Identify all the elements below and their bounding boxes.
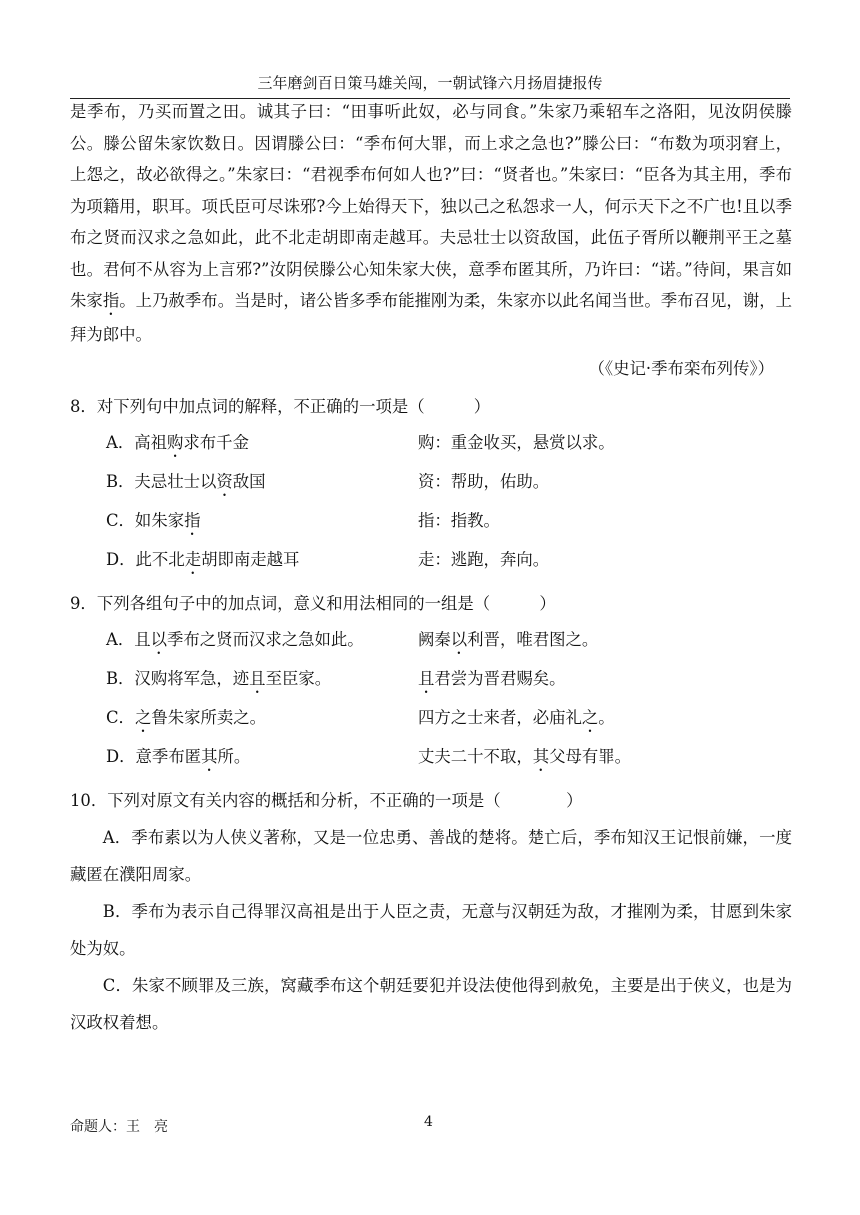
dotted-word: 之: [581, 707, 599, 727]
question-10-option-a: A．季布素以为人侠义著称，又是一位忠勇、善战的楚将。楚亡后，季布知汉王记恨前嫌，一度藏匿在濮阳周家。: [70, 827, 792, 884]
dotted-word: 走: [184, 549, 202, 569]
option-text: D．此不北: [106, 549, 185, 569]
dotted-word: 购: [167, 432, 184, 452]
option-sentence-right: [418, 743, 792, 775]
passage-source: （《史记·季布栾布列传》）: [588, 358, 774, 378]
option-sentence: [70, 468, 418, 500]
option-sentence-right: [418, 665, 792, 697]
page-content: [70, 96, 792, 1041]
footer-author: 命题人：王 亮: [70, 1119, 168, 1135]
dotted-word: 以: [150, 629, 168, 649]
option-explanation: 指：指教。: [418, 510, 500, 530]
question-9-option: [70, 739, 792, 778]
option-sentence-left: [70, 665, 418, 697]
passage-paragraph: [70, 96, 792, 351]
option-text: 。: [598, 707, 615, 727]
option-text: C．: [106, 707, 135, 727]
option-text: B．汉购将军急，迹: [106, 668, 250, 688]
dotted-word: 以: [450, 629, 468, 649]
header-title: 三年磨剑百日策马雄关闯，一朝试锋六月扬眉捷报传: [257, 74, 603, 92]
question-9-option: [70, 661, 792, 700]
page-number: 4: [424, 1114, 433, 1130]
option-explanation: 资：帮助，佑助。: [418, 471, 550, 491]
question-8-option: [70, 425, 792, 464]
option-text: 季布之贤而汉求之急如此。: [167, 629, 364, 649]
question-9-option: [70, 622, 792, 661]
dotted-word: 指: [184, 510, 201, 530]
option-text: 所。: [217, 746, 251, 766]
passage-text: 是季布，乃买而置之田。诚其子曰：“田事听此奴，必与同食。”朱家乃乘轺车之洛阳，见汝阴侯滕公。滕公留朱家饮数日。因谓滕公曰：“季布何大罪，而上求之急也?”滕公曰：“布数为项羽窘上，上怨之，故必欲得之。”朱家曰：“君视季布何如人也?”曰：“贤者也。”朱家曰：“臣各为其主用，季布为项籍用，职耳。项氏臣可尽诛邪?今上始得天下，独以己之私怨求一人，何示天下之不广也!且以季布之贤而汉求之急如此，此不北走胡即南走越耳。夫忌壮士以资敌国，此伍子胥所以鞭荆平王之墓也。君何不从容为上言邪?”汝阴侯滕公心知朱家大侠，意季布匿其所，乃许曰：“诺。”待间，果言如朱家: [70, 102, 792, 310]
option-explanation: 走：逃跑，奔向。: [418, 549, 550, 569]
option-text: B．夫忌壮士以: [106, 471, 217, 491]
option-text: 敌国: [232, 471, 266, 491]
dotted-word: 其: [532, 746, 550, 766]
option-text: 求布千金: [183, 432, 249, 452]
option-text: 君尝为晋君赐矣。: [434, 668, 566, 688]
option-text: 鲁朱家所卖之。: [151, 707, 267, 727]
question-8-stem: 8．对下列句中加点词的解释，不正确的一项是（ ）: [70, 396, 491, 416]
option-text: 利晋，唯君图之。: [467, 629, 599, 649]
option-sentence-left: [70, 626, 418, 658]
option-sentence-right: [418, 704, 792, 736]
option-explanation: 购：重金收买，悬赏以求。: [418, 432, 615, 452]
page-header: [70, 72, 790, 99]
question-10-option-c: C．朱家不顾罪及三族，窝藏季布这个朝廷要犯并设法使他得到赦免，主要是出于侠义，也是为汉政权着想。: [70, 975, 792, 1032]
option-text: A．高祖: [106, 432, 168, 452]
option-text: 至臣家。: [265, 668, 332, 688]
passage-text-end: 。上乃赦季布。当是时，诸公皆多季布能摧刚为柔，朱家亦以此名闻当世。季布召见，谢，上拜为郎中。: [70, 291, 793, 344]
option-sentence: [70, 546, 418, 578]
question-9-option: [70, 700, 792, 739]
question-8-option: [70, 464, 792, 503]
option-text: 胡即南走越耳: [201, 549, 300, 569]
question-10-stem: 10．下列对原文有关内容的概括和分析，不正确的一项是（ ）: [70, 790, 583, 810]
dotted-word: 且: [249, 668, 266, 688]
option-sentence-right: [418, 626, 792, 658]
option-text: 阙秦: [418, 629, 451, 649]
option-sentence-left: [70, 743, 418, 775]
dotted-word: 资: [216, 471, 233, 491]
dotted-word: 且: [418, 668, 435, 688]
passage-dotted-word: 指: [102, 291, 120, 310]
question-10-option-b: B．季布为表示自己得罪汉高祖是出于人臣之责，无意与汉朝廷为敌，才摧刚为柔，甘愿到朱家处为奴。: [70, 901, 792, 958]
option-sentence: [70, 429, 418, 461]
question-8-option: [70, 542, 792, 581]
option-text: 四方之士来者，必庙礼: [418, 707, 582, 727]
option-text: A．且: [106, 629, 151, 649]
option-sentence: [70, 507, 418, 539]
option-text: 父母有罪。: [549, 746, 632, 766]
question-9-stem: 9．下列各组句子中的加点词，意义和用法相同的一组是（ ）: [70, 593, 556, 613]
question-8-option: [70, 503, 792, 542]
option-text: 丈夫二十不取，: [418, 746, 533, 766]
dotted-word: 之: [134, 707, 152, 727]
option-sentence-left: [70, 704, 418, 736]
option-text: D．意季布匿: [106, 746, 202, 766]
dotted-word: 其: [201, 746, 218, 766]
option-text: C．如朱家: [106, 510, 185, 530]
